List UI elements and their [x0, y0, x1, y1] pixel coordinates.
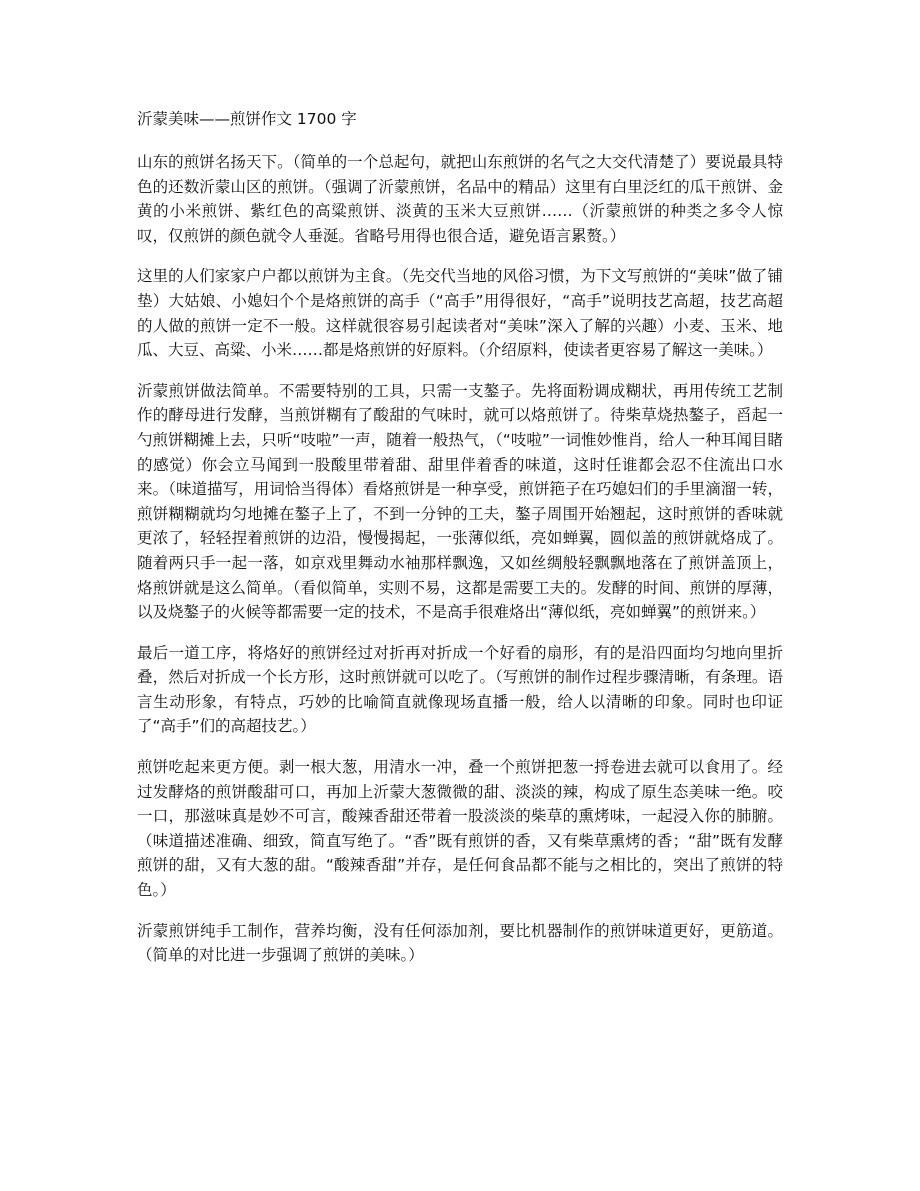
paragraph: 山东的煎饼名扬天下。（简单的一个总起句，就把山东煎饼的名气之大交代清楚了）要说最具特色的还数沂蒙山区的煎饼。（强调了沂蒙煎饼，名品中的精品）这里有白里泛红的瓜干煎饼、金黄的小米煎饼、紫红色的高粱煎饼、淡黄的玉米大豆煎饼……（沂蒙煎饼的种类之多令人惊叹，仅煎饼的颜色就令人垂涎。省略号用得也很合适，避免语言累赘。） [137, 153, 783, 245]
document-title: 沂蒙美味——煎饼作文 1700 字 [137, 110, 357, 128]
paragraph: 这里的人们家家户户都以煎饼为主食。（先交代当地的风俗习惯，为下文写煎饼的“美味”做了铺垫）大姑娘、小媳妇个个是烙煎饼的高手（“高手”用得很好，“高手”说明技艺高超，技艺高超的人做的煎饼一定不一般。这样就很容易引起读者对“美味”深入了解的兴趣）小麦、玉米、地瓜、大豆、高粱、小米……都是烙煎饼的好原料。（介绍原料，使读者更容易了解这一美味。） [137, 267, 783, 360]
paragraph: 煎饼吃起来更方便。剥一根大葱，用清水一冲，叠一个煎饼把葱一捋卷进去就可以食用了。经过发酵烙的煎饼酸甜可口，再加上沂蒙大葱微微的甜、淡淡的辣，构成了原生态美味一绝。咬一口，那滋味真是妙不可言，酸辣香甜还带着一股淡淡的柴草的熏烤味，一起浸入你的肺腑。（味道描述准确、细致，简直写绝了。“香”既有煎饼的香，又有柴草熏烤的香；“甜”既有发酵煎饼的甜，又有大葱的甜。“酸辣香甜”并存，是任何食品都不能与之相比的，突出了煎饼的特色。） [137, 758, 783, 900]
document-page [137, 108, 783, 984]
paragraph: 最后一道工序，将烙好的煎饼经过对折再对折成一个好看的扇形，有的是沿四面均匀地向里折叠，然后对折成一个长方形，这时煎饼就可以吃了。（写煎饼的制作过程步骤清晰，有条理。语言生动形象，有特点，巧妙的比喻简直就像现场直播一般，给人以清晰的印象。同时也印证了“高手”们的高超技艺。） [137, 643, 783, 736]
paragraph: 沂蒙煎饼做法简单。不需要特别的工具，只需一支鏊子。先将面粉调成糊状，再用传统工艺制作的酵母进行发酵，当煎饼糊有了酸甜的气味时，就可以烙煎饼了。待柴草烧热鏊子，舀起一勺煎饼糊摊上去，只听“吱啦”一声，随着一般热气，（“吱啦”一词惟妙惟肖，给人一种耳闻目睹的感觉）你会立马闻到一股酸里带着甜、甜里伴着香的味道，这时任谁都会忍不住流出口水来。（味道描写，用词恰当得体）看烙煎饼是一种享受，煎饼筢子在巧媳妇们的手里滴溜一转，煎饼糊糊就均匀地摊在鏊子上了，不到一分钟的工夫，鏊子周围开始翘起，这时煎饼的香味就更浓了，轻轻捏着煎饼的边沿，慢慢揭起，一张薄似纸，亮如蝉翼，圆似盖的煎饼就烙成了。随着两只手一起一落，如京戏里舞动水袖那样飘逸，又如丝绸般轻飘飘地落在了煎饼盖顶上，烙煎饼就是这么简单。（看似简单，实则不易，这都是需要工夫的。发酵的时间、煎饼的厚薄，以及烧鏊子的火候等都需要一定的技术，不是高手很难烙出“薄似纸，亮如蝉翼”的煎饼来。） [137, 381, 783, 622]
paragraph: 沂蒙煎饼纯手工制作，营养均衡，没有任何添加剂，要比机器制作的煎饼味道更好，更筋道。（简单的对比进一步强调了煎饼的美味。） [137, 921, 783, 965]
